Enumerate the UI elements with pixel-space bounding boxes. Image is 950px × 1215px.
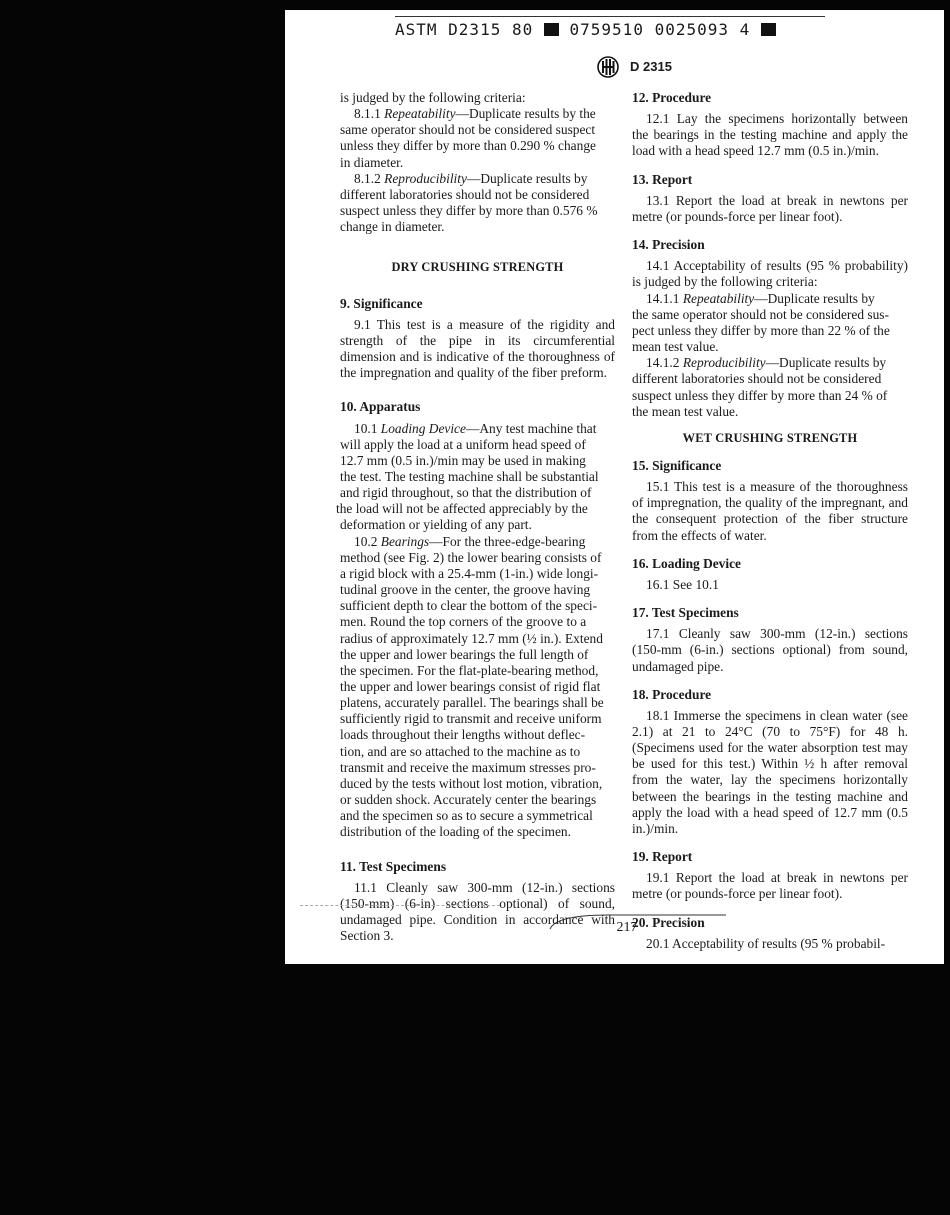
text-line: 8.1.1 Repeatability—Duplicate results by the — [354, 106, 596, 122]
text-line: different laboratories should not be considered — [632, 371, 882, 387]
section-heading: 14. Precision — [632, 237, 705, 253]
astm-code-line — [395, 20, 825, 40]
section-heading: 11. Test Specimens — [340, 858, 447, 874]
section-heading: 20. Precision — [632, 914, 705, 930]
section-heading: 12. Procedure — [632, 90, 712, 105]
section-heading: 17. Test Specimens — [632, 605, 739, 621]
paragraph — [340, 106, 615, 171]
text-line: transmit and receive the maximum stresses pro- — [340, 759, 596, 775]
paragraph: 17.1 Cleanly saw 300-mm (12-in.) sections (150-mm (6-in.) sections optional) from sound, undamaged pipe. — [632, 626, 908, 674]
paragraph — [336, 420, 615, 534]
paragraph: 19.1 Report the load at break in newtons per metre (or pounds-force per linear foot). — [632, 870, 908, 902]
text-line: tudinal groove in the center, the groove having — [340, 582, 591, 598]
astm-code-mid: 0759510 0025093 4 — [569, 20, 751, 39]
astm-logo-icon — [597, 56, 619, 78]
paragraph: 18.1 Immerse the specimens in clean water (see 2.1) at 21 to 24°C (70 to 75°F) for 48 h. (Specimens used for the water absorption test may be used for this test.) Within ½ h after removal from the water, lay the specimens horizontally between the bearings in the testing machine and apply the load with a head speed of 12.7 mm (0.5 in.)/min. — [632, 707, 908, 836]
text-line: distribution of the loading of the specimen. — [340, 824, 571, 840]
section-heading: 15. Significance — [632, 457, 722, 473]
paragraph: 9.1 This test is a measure of the rigidity and strength of the pipe in its circumferential dimension and is indicative of the thoroughness of the impregnation and quality of the fiber preform. — [340, 316, 615, 381]
text-line: suspect unless they differ by more than 0.576 % — [340, 203, 598, 219]
paragraph: 20.1 Acceptability of results (95 % probabil- — [646, 935, 886, 951]
right-column — [632, 90, 908, 952]
text-line: 14.1.2 Reproducibility—Duplicate results by — [646, 355, 887, 371]
text-line: the same operator should not be considered sus- — [632, 306, 889, 322]
scan-border-bottom-strip — [0, 1200, 950, 1215]
section-heading: 13. Report — [632, 171, 693, 187]
text-line: the load will not be affected appreciably by the — [336, 501, 588, 517]
paragraph: 13.1 Report the load at break in newtons per metre (or pounds-force per linear foot). — [632, 192, 908, 224]
part-heading: DRY CRUSHING STRENGTH — [391, 260, 564, 275]
text-line: men. Round the top corners of the groove to a — [340, 614, 587, 630]
text-line: will apply the load at a uniform head speed of — [340, 436, 586, 452]
text-line: a rigid block with a 25.4-mm (1-in.) wide longi- — [340, 565, 599, 581]
text-line: and the specimen so as to secure a symmetrical — [340, 808, 593, 824]
section-heading: 18. Procedure — [632, 686, 712, 702]
astm-code-left: ASTM D2315 80 — [395, 20, 534, 39]
left-column — [336, 90, 615, 944]
section-heading: 9. Significance — [340, 295, 423, 311]
scan-border-left — [0, 0, 285, 1215]
paragraph — [632, 291, 908, 356]
text-line: mean test value. — [632, 339, 719, 355]
scan-border-bottom — [285, 964, 950, 1215]
text-line: loads throughout their lengths without deflec- — [340, 727, 586, 743]
black-square-icon — [761, 23, 776, 36]
page-number: 217 — [616, 920, 638, 935]
paragraph: 15.1 This test is a measure of the thoroughness of impregnation, the quality of the impregnant, and the consequent protection of the fiber structure from the effects of water. — [632, 479, 908, 543]
text-line: 12.7 mm (0.5 in.)/min may be used in making — [340, 452, 586, 468]
text-line: sufficiently rigid to transmit and receive uniform — [340, 711, 602, 727]
text-line: method (see Fig. 2) the lower bearing consists of — [340, 549, 602, 565]
paragraph: is judged by the following criteria: — [340, 90, 526, 105]
text-line: the test. The testing machine shall be substantial — [340, 468, 599, 484]
text-line: different laboratories should not be considered — [340, 186, 590, 202]
text-line: in diameter. — [340, 154, 404, 170]
text-line: same operator should not be considered suspect — [340, 122, 596, 138]
text-line: deformation or yielding of any part. — [340, 517, 532, 533]
text-line: 8.1.2 Reproducibility—Duplicate results by — [354, 170, 588, 186]
text-line: platens, accurately parallel. The bearings shall be — [340, 695, 604, 711]
text-line: pect unless they differ by more than 22 % of the — [632, 322, 890, 338]
text-line: 10.2 Bearings—For the three-edge-bearing — [354, 533, 586, 549]
paragraph — [632, 355, 908, 420]
paragraph: 16.1 See 10.1 — [646, 576, 719, 592]
paragraph — [340, 171, 615, 236]
paragraph: 14.1 Acceptability of results (95 % probability) is judged by the following criteria: — [632, 258, 908, 290]
section-heading: 10. Apparatus — [340, 399, 421, 415]
text-line: and rigid throughout, so that the distribution of — [340, 485, 592, 501]
text-line: change in diameter. — [340, 219, 445, 235]
text-line: or sudden shock. Accurately center the bearings — [340, 792, 597, 808]
text-line: 14.1.1 Repeatability—Duplicate results by — [646, 290, 875, 306]
text-line: suspect unless they differ by more than 24 % of — [632, 387, 888, 403]
scan-border-top — [285, 0, 950, 10]
text-line: duced by the tests without lost motion, vibration, — [340, 775, 603, 791]
text-line: unless they differ by more than 0.290 % change — [340, 138, 596, 154]
text-line: sufficient depth to clear the bottom of the speci- — [340, 598, 598, 614]
black-square-icon — [544, 23, 559, 36]
text-line: the mean test value. — [632, 403, 739, 419]
text-line: the specimen. For the flat-plate-bearing method, — [340, 662, 599, 678]
text-line: radius of approximately 12.7 mm (½ in.). Extend — [340, 630, 603, 646]
text-line: the upper and lower bearings consist of rigid flat — [340, 679, 601, 694]
section-heading: 16. Loading Device — [632, 555, 741, 571]
scan-artifact-dash — [300, 905, 500, 906]
text-line: the upper and lower bearings the full length of — [340, 646, 589, 662]
header-rule — [395, 16, 825, 17]
section-heading: 19. Report — [632, 849, 693, 865]
text-line: 10.1 Loading Device—Any test machine that — [354, 420, 597, 436]
paragraph — [340, 534, 615, 841]
text-line: tion, and are so attached to the machine as to — [340, 743, 581, 759]
standard-designation: D 2315 — [630, 59, 672, 74]
paragraph: 11.1 Cleanly saw 300-mm (12-in.) sections (150-mm) (6-in) sections optional) of sound, undamaged pipe. Condition in accordance with Section 3. — [340, 879, 615, 944]
paragraph: 12.1 Lay the specimens horizontally between the bearings in the testing machine and apply the load with a head speed 12.7 mm (0.5 in.)/min. — [632, 111, 908, 159]
part-heading: WET CRUSHING STRENGTH — [682, 430, 858, 445]
